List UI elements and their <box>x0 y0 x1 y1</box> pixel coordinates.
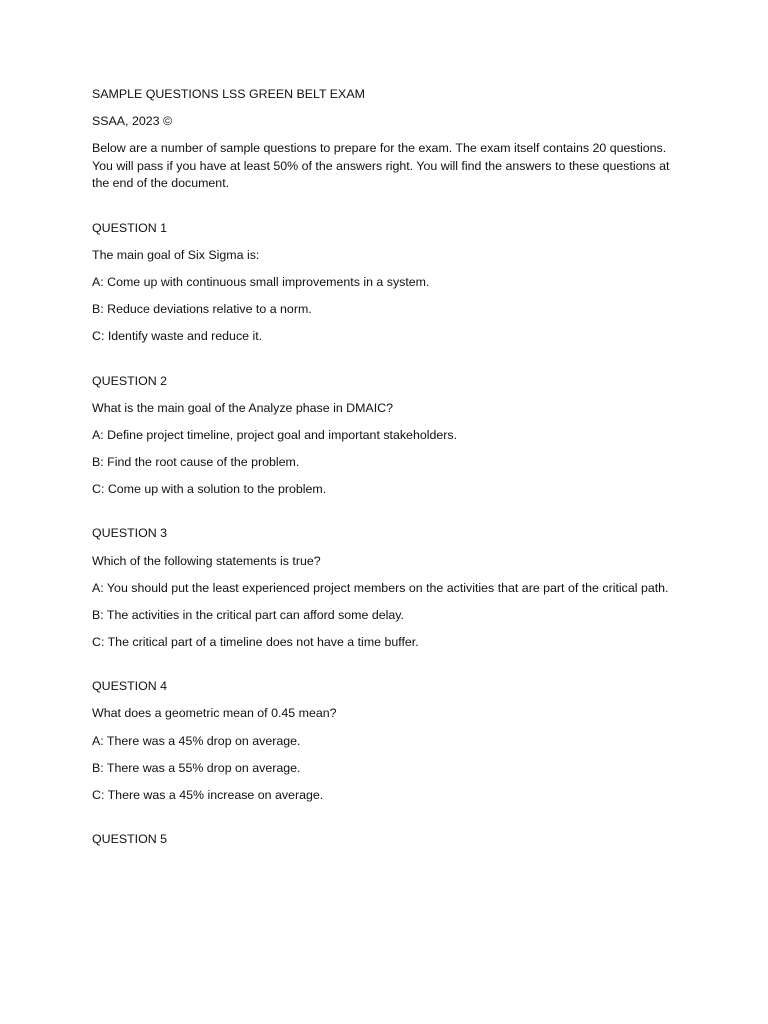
question-3 <box>92 525 682 651</box>
question-1 <box>92 220 682 346</box>
question-heading: QUESTION 5 <box>92 832 168 847</box>
answer-option-a: A: There was a 45% drop on average. <box>92 733 301 748</box>
question-prompt: Which of the following statements is true? <box>92 553 321 568</box>
question-heading: QUESTION 4 <box>92 679 168 694</box>
question-4 <box>92 678 682 804</box>
answer-option-c: C: The critical part of a timeline does not have a time buffer. <box>92 634 419 649</box>
answer-option-c: C: Identify waste and reduce it. <box>92 329 263 344</box>
document-body <box>92 86 682 849</box>
intro-paragraph: Below are a number of sample questions to prepare for the exam. The exam itself contains 20 questions. You will pass if you have at least 50% of the answers right. You will find the answers to these questions at the end of the document. <box>92 141 670 191</box>
answer-option-b: B: The activities in the critical part can afford some delay. <box>92 607 404 622</box>
answer-option-b: B: Find the root cause of the problem. <box>92 454 300 469</box>
answer-option-c: C: Come up with a solution to the problem. <box>92 481 327 496</box>
answer-option-b: B: There was a 55% drop on average. <box>92 760 301 775</box>
question-heading: QUESTION 2 <box>92 373 168 388</box>
answer-option-b: B: Reduce deviations relative to a norm. <box>92 301 312 316</box>
question-2 <box>92 373 682 499</box>
question-5 <box>92 831 682 849</box>
document-title: SAMPLE QUESTIONS LSS GREEN BELT EXAM <box>92 87 365 101</box>
answer-option-a: A: You should put the least experienced project members on the activities that are part of the critical path. <box>92 580 669 595</box>
copyright-line: SSAA, 2023 © <box>92 114 173 129</box>
question-heading: QUESTION 3 <box>92 526 168 541</box>
answer-option-a: A: Come up with continuous small improvements in a system. <box>92 274 430 289</box>
answer-option-c: C: There was a 45% increase on average. <box>92 787 324 802</box>
question-prompt: The main goal of Six Sigma is: <box>92 247 260 262</box>
answer-option-a: A: Define project timeline, project goal and important stakeholders. <box>92 427 458 442</box>
question-prompt: What does a geometric mean of 0.45 mean? <box>92 706 337 721</box>
question-prompt: What is the main goal of the Analyze phase in DMAIC? <box>92 400 393 415</box>
question-heading: QUESTION 1 <box>92 220 168 235</box>
